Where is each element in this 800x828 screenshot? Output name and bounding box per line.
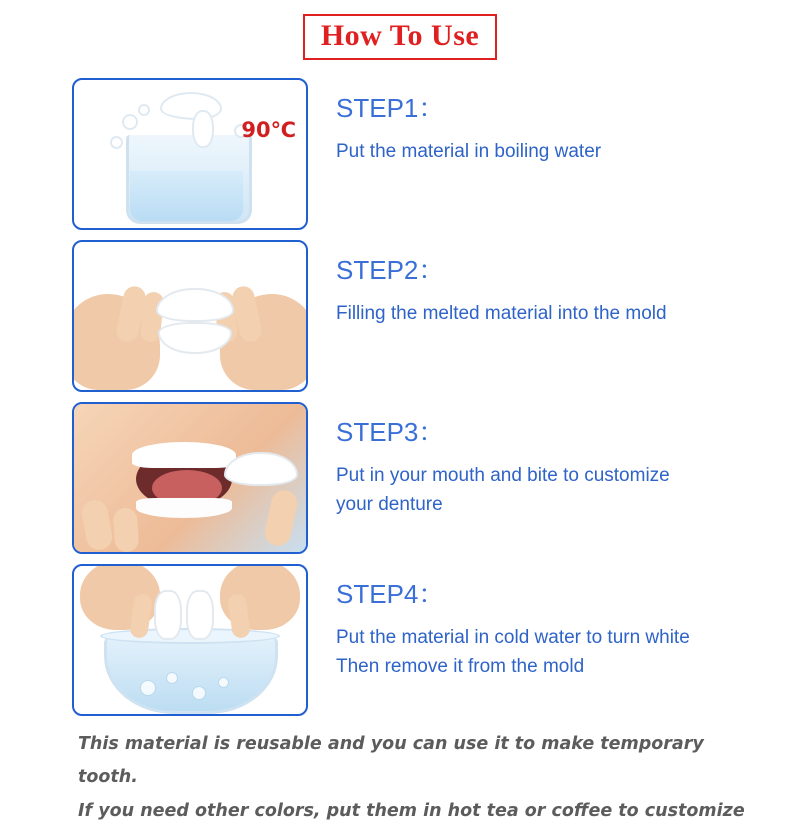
step-item	[0, 78, 800, 230]
page-title-box	[303, 14, 497, 60]
denture-mold	[154, 590, 182, 640]
temperature-badge: 90℃	[241, 118, 296, 142]
bubble	[218, 677, 229, 688]
step-item	[0, 402, 800, 554]
step3-description: Put in your mouth and bite to customize	[336, 464, 670, 486]
step2-text	[308, 240, 667, 328]
step-item	[0, 240, 800, 392]
step-item	[0, 564, 800, 716]
step1-description: Put the material in boiling water	[336, 140, 602, 162]
step3-image	[72, 402, 308, 554]
step4-description: Put the material in cold water to turn white	[336, 626, 690, 648]
page-title-container	[0, 14, 800, 60]
splash-droplet	[110, 136, 123, 149]
splash-droplet	[122, 114, 138, 130]
step4-label: STEP4：	[336, 579, 445, 609]
step4-illustration	[74, 566, 306, 714]
bubble	[192, 686, 206, 700]
step1-label: STEP1：	[336, 93, 445, 123]
step3-description-2: your denture	[336, 494, 443, 516]
bubble	[140, 680, 156, 696]
footer-line-1: This material is reusable and you can use it to make temporary tooth.	[78, 734, 704, 788]
step2-illustration	[74, 242, 306, 390]
step3-label: STEP3：	[336, 417, 445, 447]
step2-description: Filling the melted material into the mold	[336, 302, 667, 324]
step2-image	[72, 240, 308, 392]
bowl-icon	[104, 637, 278, 714]
step3-text	[308, 402, 670, 519]
lower-teeth	[136, 498, 232, 518]
finger	[112, 507, 139, 553]
upper-teeth	[132, 442, 236, 468]
step3-illustration	[74, 404, 306, 552]
water-shape	[130, 171, 243, 221]
footer-note	[78, 728, 768, 828]
step1-illustration	[74, 80, 306, 228]
step1-image	[72, 78, 308, 230]
step4-text	[308, 564, 690, 681]
bubble	[166, 672, 178, 684]
material-blob	[160, 92, 222, 120]
denture-mold	[186, 590, 214, 640]
page-title: How To Use	[320, 19, 480, 52]
step1-text	[308, 78, 601, 166]
material-drip	[192, 110, 214, 148]
steps-list	[0, 78, 800, 726]
splash-droplet	[138, 104, 150, 116]
step4-image	[72, 564, 308, 716]
step4-description-2: Then remove it from the mold	[336, 656, 585, 678]
step2-label: STEP2：	[336, 255, 445, 285]
footer-line-2: If you need other colors, put them in hot tea or coffee to customize	[78, 800, 745, 821]
